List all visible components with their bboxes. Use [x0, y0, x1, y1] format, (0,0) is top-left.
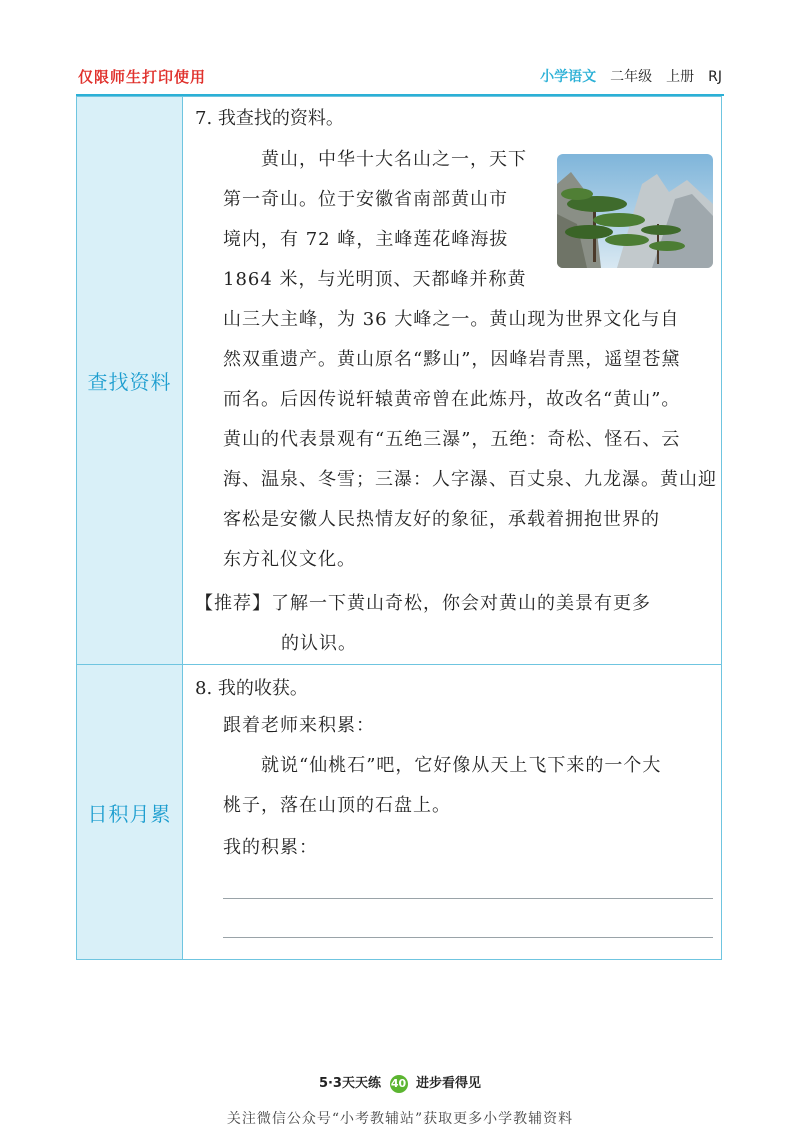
footer-slogan: 进步看得见 [416, 1076, 482, 1091]
side-label-accumulate: 日积月累 [87, 801, 172, 826]
text-line: 境内，有 72 峰，主峰莲花峰海拔 [223, 229, 509, 250]
side-cell-research [77, 97, 183, 664]
side-cell-accumulate [77, 665, 183, 959]
edition-label: RJ [708, 69, 722, 85]
answer-line-1[interactable] [223, 898, 713, 899]
text-line: 1864 米，与光明顶、天都峰并称黄 [223, 269, 527, 290]
recommend-text-cont: 的认识。 [281, 633, 357, 654]
answer-line-2[interactable] [223, 937, 713, 938]
side-label-research: 查找资料 [87, 370, 172, 394]
text-line: 然双重遗产。黄山原名“黟山”，因峰岩青黑，遥望苍黛 [223, 349, 681, 370]
page-number-badge: 40 [390, 1075, 408, 1093]
quote-line: 就说“仙桃石”吧，它好像从天上飞下来的一个大 [223, 755, 662, 776]
text-line: 而名。后因传说轩辕黄帝曾在此炼丹，故改名“黄山”。 [223, 389, 681, 410]
question-7-title: 7. 我查找的资料。 [195, 108, 344, 129]
text-line: 黄山，中华十大名山之一，天下 [223, 149, 527, 170]
pine-tree-mountain-image [557, 154, 713, 268]
page-footer [0, 1072, 800, 1093]
text-line: 海、温泉、冬雪；三瀑：人字瀑、百丈泉、九龙瀑。黄山迎 [223, 469, 717, 490]
text-line: 客松是安徽人民热情友好的象征，承载着拥抱世界的 [223, 509, 660, 530]
watermark-text: 关注微信公众号“小考教辅站”获取更多小学教辅资料 [226, 1111, 574, 1127]
text-line: 黄山的代表景观有“五绝三瀑”，五绝：奇松、怪石、云 [223, 429, 681, 450]
quote-line: 桃子，落在山顶的石盘上。 [223, 795, 451, 816]
grade-label: 二年级 [610, 69, 653, 85]
question-8-title: 8. 我的收获。 [195, 678, 308, 699]
volume-label: 上册 [666, 69, 695, 85]
text-line: 第一奇山。位于安徽省南部黄山市 [223, 189, 508, 210]
text-line: 东方礼仪文化。 [223, 549, 356, 570]
lead-text: 跟着老师来积累： [223, 715, 375, 736]
header-book-info [540, 66, 722, 86]
text-line: 山三大主峰，为 36 大峰之一。黄山现为世界文化与自 [223, 309, 680, 330]
header-notice: 仅限师生打印使用 [78, 68, 207, 86]
footer-brand: 5·3天天练 [318, 1076, 381, 1091]
prompt-text: 我的积累： [223, 837, 318, 858]
subject-label: 小学语文 [540, 69, 597, 85]
exercise-table [76, 96, 722, 960]
huangshan-photo [557, 154, 713, 268]
recommend-text: 【推荐】了解一下黄山奇松，你会对黄山的美景有更多 [195, 593, 651, 614]
